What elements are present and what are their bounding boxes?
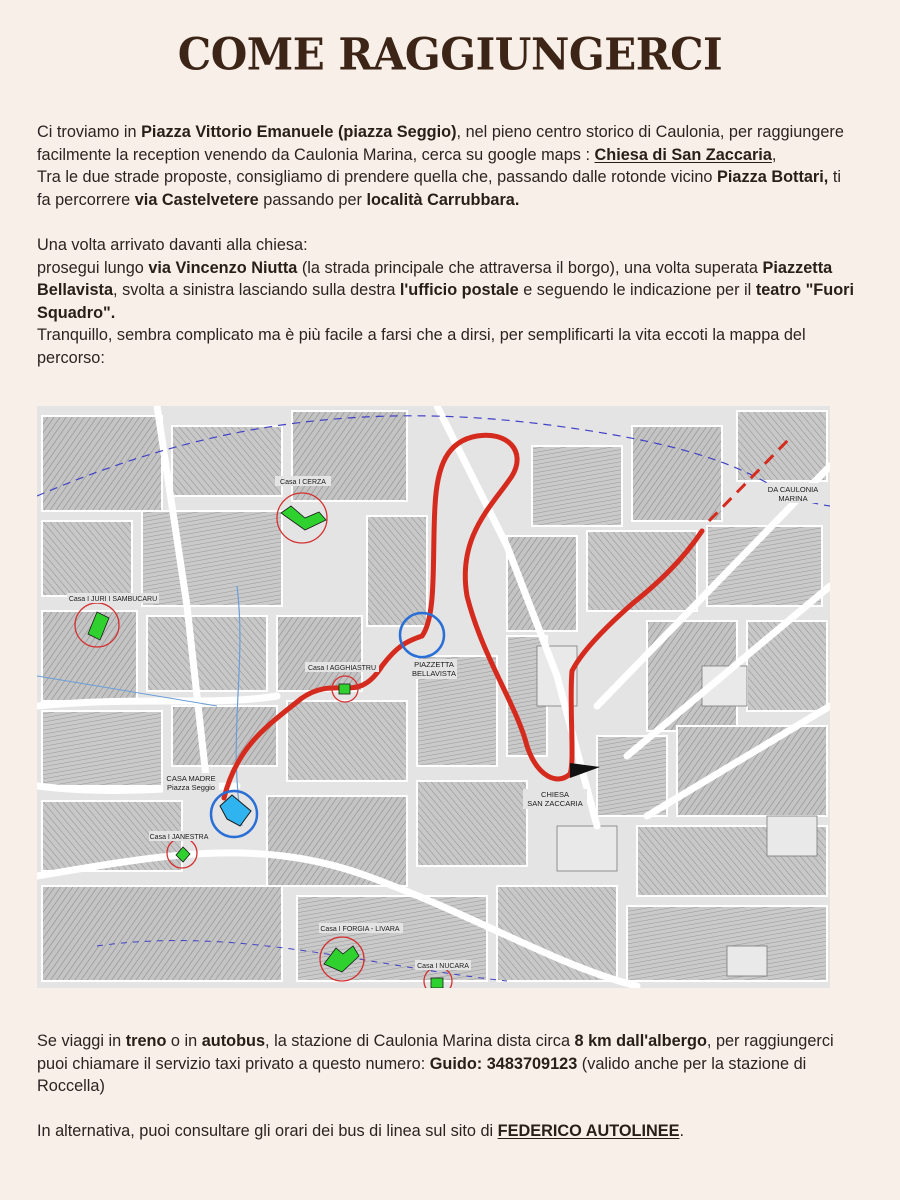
label-da-caulonia: DA CAULONIA [767, 485, 819, 494]
intro-paragraph-arrival: Una volta arrivato davanti alla chiesa: [37, 235, 308, 254]
bold-text: via Vincenzo Niutta [148, 258, 298, 277]
taxi-phone: Guido: 3483709123 [429, 1054, 578, 1073]
federico-autolinee-link[interactable]: FEDERICO AUTOLINEE [497, 1122, 680, 1141]
spacer [37, 1098, 867, 1121]
bold-text: località Carrubbara. [366, 190, 520, 209]
piazza-name: Piazza Vittorio Emanuele (piazza Seggio) [141, 123, 457, 141]
label-casa-agghiastru: Casa I AGGHIASTRU [307, 665, 377, 672]
text: prosegui lungo [37, 258, 149, 277]
text: In alternativa, puoi consultare gli orari dei bus di linea sul sito di [37, 1122, 498, 1141]
bold-text: 8 km dall'albergo [574, 1032, 707, 1050]
casa-agghiastru-building [339, 684, 350, 694]
travel-info [37, 1030, 867, 1143]
label-casa-cerza: Casa I CERZA [280, 479, 326, 486]
bold-text: treno [125, 1032, 167, 1050]
bold-text: Piazzetta Bellavista [37, 258, 833, 300]
travel-paragraph-bus [37, 1120, 867, 1143]
text: o in [166, 1032, 202, 1050]
text: passando per [258, 190, 367, 209]
text: Ci troviamo in [37, 123, 142, 141]
text: Tra le due strade proposte, consigliamo di prendere quella che, passando dalle rotonde vicino [37, 168, 718, 187]
text: . [679, 1122, 685, 1141]
intro-paragraph-location [37, 121, 857, 166]
label-casa-janestra: Casa I JANESTRA [149, 834, 209, 841]
intro-paragraph-directions [37, 257, 857, 325]
route-map-svg [37, 406, 830, 988]
spacer [37, 211, 857, 234]
casa-nucara-building [431, 978, 443, 988]
intro-paragraph-route [37, 166, 857, 211]
label-bellavista: BELLAVISTA [412, 669, 456, 678]
text: e seguendo le indicazione per il [518, 281, 756, 300]
bold-text: autobus [201, 1032, 266, 1050]
text: (la strada principale che attraversa il borgo), una volta superata [297, 258, 763, 277]
text: (valido anche per la stazione di Roccella) [37, 1054, 807, 1096]
label-casa-madre: CASA MADRE [166, 774, 216, 783]
label-san-zaccaria: SAN ZACCARIA [527, 799, 583, 808]
label-chiesa: CHIESA [541, 790, 569, 799]
chiesa-link[interactable]: Chiesa di San Zaccaria [594, 145, 772, 164]
label-casa-nucara: Casa I NUCARA [417, 963, 469, 970]
text: ti fa percorrere [37, 168, 841, 209]
intro-paragraph-map-lead: Tranquillo, sembra complicato ma è più facile a farsi che a dirsi, per semplificarti la vita eccoti la mappa del percorso: [37, 326, 806, 367]
text: , [771, 145, 777, 164]
intro-text [37, 121, 857, 370]
text: , la stazione di Caulonia Marina dista circa [265, 1032, 575, 1050]
travel-paragraph-taxi [37, 1030, 867, 1098]
bold-text: Piazza Bottari, [717, 168, 829, 187]
text: , nel pieno centro storico di Caulonia, per raggiungere facilmente la reception venendo da Caulonia Marina, cerca su google maps : [37, 123, 844, 164]
bold-text: l'ufficio postale [399, 281, 519, 300]
bold-text: teatro "Fuori Squadro". [37, 281, 855, 322]
route-map [37, 406, 830, 988]
label-casa-juri: Casa I JURI I SAMBUCARU [68, 596, 158, 603]
text: Se viaggi in [37, 1032, 126, 1050]
text: , per raggiungerci puoi chiamare il servizio taxi privato a questo numero: [37, 1032, 834, 1073]
page-title: COME RAGGIUNGERCI [177, 28, 723, 81]
text: , svolta a sinistra lasciando sulla destra [113, 281, 400, 300]
bold-text: via Castelvetere [134, 190, 259, 209]
label-marina: MARINA [778, 494, 808, 503]
label-piazzetta: PIAZZETTA [414, 660, 454, 669]
label-piazza-seggio: Piazza Seggio [167, 783, 215, 792]
label-casa-forgia: Casa I FORGIA - LIVARA [320, 926, 400, 933]
